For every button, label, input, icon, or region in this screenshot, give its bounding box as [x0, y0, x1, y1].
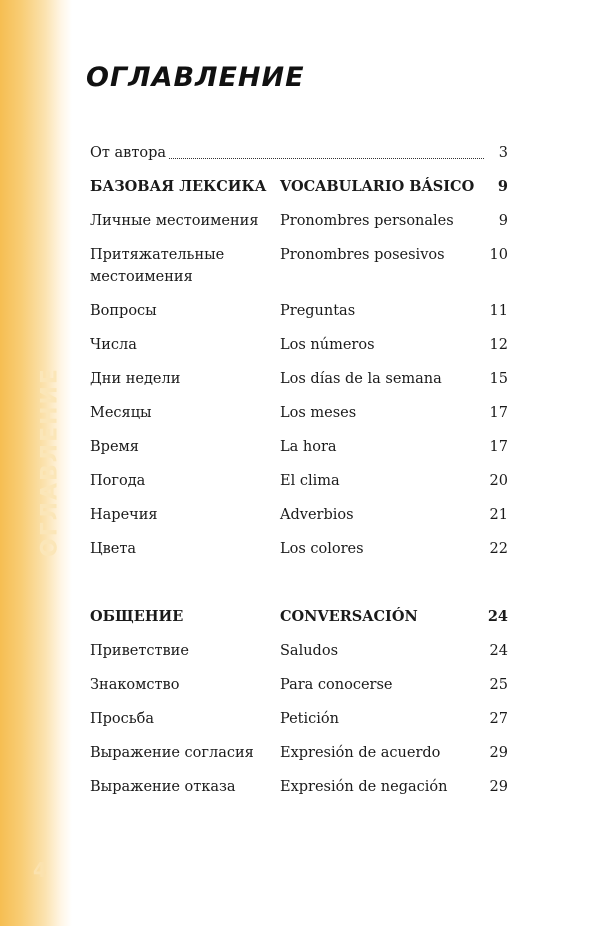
page-title: ОГЛАВЛЕНИЕ [86, 62, 305, 93]
toc-leader-dots [169, 157, 484, 159]
toc-author-page: 3 [498, 145, 508, 161]
entry-es: Saludos [280, 643, 339, 659]
entry-es: Los números [280, 337, 375, 353]
toc-entry[interactable] [90, 244, 508, 288]
entry-es: Expresión de acuerdo [280, 745, 441, 761]
entry-es: Adverbios [280, 507, 354, 523]
toc-entry[interactable] [90, 368, 508, 390]
entry-page: 29 [489, 779, 508, 795]
toc-entry[interactable] [90, 334, 508, 356]
entry-page: 17 [489, 439, 508, 455]
entry-page: 24 [489, 643, 508, 659]
toc-entry[interactable] [90, 470, 508, 492]
entry-page: 11 [489, 303, 508, 319]
toc-entry[interactable] [90, 708, 508, 730]
section-title-es: VOCABULARIO BÁSICO [280, 178, 475, 195]
toc-entry[interactable] [90, 436, 508, 458]
entry-ru: Притяжательные местоимения [90, 247, 225, 285]
entry-es: Petición [280, 711, 339, 727]
toc-entry[interactable] [90, 504, 508, 526]
entry-es: Pronombres personales [280, 213, 454, 229]
entry-es: Los días de la semana [280, 371, 442, 387]
entry-page: 9 [498, 213, 508, 229]
entry-ru: Дни недели [90, 371, 181, 387]
toc-entry[interactable] [90, 538, 508, 560]
entry-page: 29 [489, 745, 508, 761]
entry-es: Preguntas [280, 303, 356, 319]
toc-entry[interactable] [90, 776, 508, 798]
entry-ru: Вопросы [90, 303, 157, 319]
toc-entry[interactable] [90, 300, 508, 322]
entry-es: Los colores [280, 541, 364, 557]
entry-page: 12 [489, 337, 508, 353]
section-page: 24 [487, 608, 508, 625]
entry-page: 10 [489, 247, 508, 263]
toc-section-heading[interactable] [90, 176, 508, 198]
section-page: 9 [497, 178, 508, 195]
entry-es: Para conocerse [280, 677, 393, 693]
entry-ru: Приветствие [90, 643, 189, 659]
entry-ru: Выражение согласия [90, 745, 254, 761]
toc-author-label: От автора [90, 145, 167, 161]
entry-ru: Погода [90, 473, 146, 489]
entry-page: 17 [489, 405, 508, 421]
entry-ru: Просьба [90, 711, 155, 727]
toc-section-heading[interactable] [90, 606, 508, 628]
entry-page: 25 [489, 677, 508, 693]
entry-page: 15 [489, 371, 508, 387]
entry-ru: Числа [90, 337, 137, 353]
toc-entry[interactable] [90, 674, 508, 696]
section-title-ru: ОБЩЕНИЕ [90, 608, 184, 625]
entry-ru: Знакомство [90, 677, 180, 693]
entry-page: 22 [489, 541, 508, 557]
toc-entry[interactable] [90, 742, 508, 764]
entry-ru: Месяцы [90, 405, 152, 421]
entry-page: 20 [489, 473, 508, 489]
entry-ru: Цвета [90, 541, 137, 557]
entry-ru: Личные местоимения [90, 213, 259, 229]
entry-es: La hora [280, 439, 337, 455]
toc-entry[interactable] [90, 210, 508, 232]
entry-es: Pronombres posesivos [280, 247, 445, 263]
entry-ru: Наречия [90, 507, 158, 523]
page-number: 4 [33, 858, 47, 882]
table-of-contents [90, 142, 508, 810]
entry-es: Expresión de negación [280, 779, 448, 795]
toc-entry[interactable] [90, 402, 508, 424]
toc-entry[interactable] [90, 640, 508, 662]
entry-es: El clima [280, 473, 340, 489]
section-spacer [90, 572, 508, 606]
toc-author-entry[interactable] [90, 142, 508, 164]
side-title: ОГЛАВЛЕНИЕ [37, 367, 63, 557]
section-title-es: CONVERSACIÓN [280, 608, 418, 625]
section-title-ru: БАЗОВАЯ ЛЕКСИКА [90, 178, 267, 195]
entry-page: 21 [489, 507, 508, 523]
entry-ru: Время [90, 439, 139, 455]
entry-ru: Выражение отказа [90, 779, 236, 795]
entry-page: 27 [489, 711, 508, 727]
entry-es: Los meses [280, 405, 357, 421]
